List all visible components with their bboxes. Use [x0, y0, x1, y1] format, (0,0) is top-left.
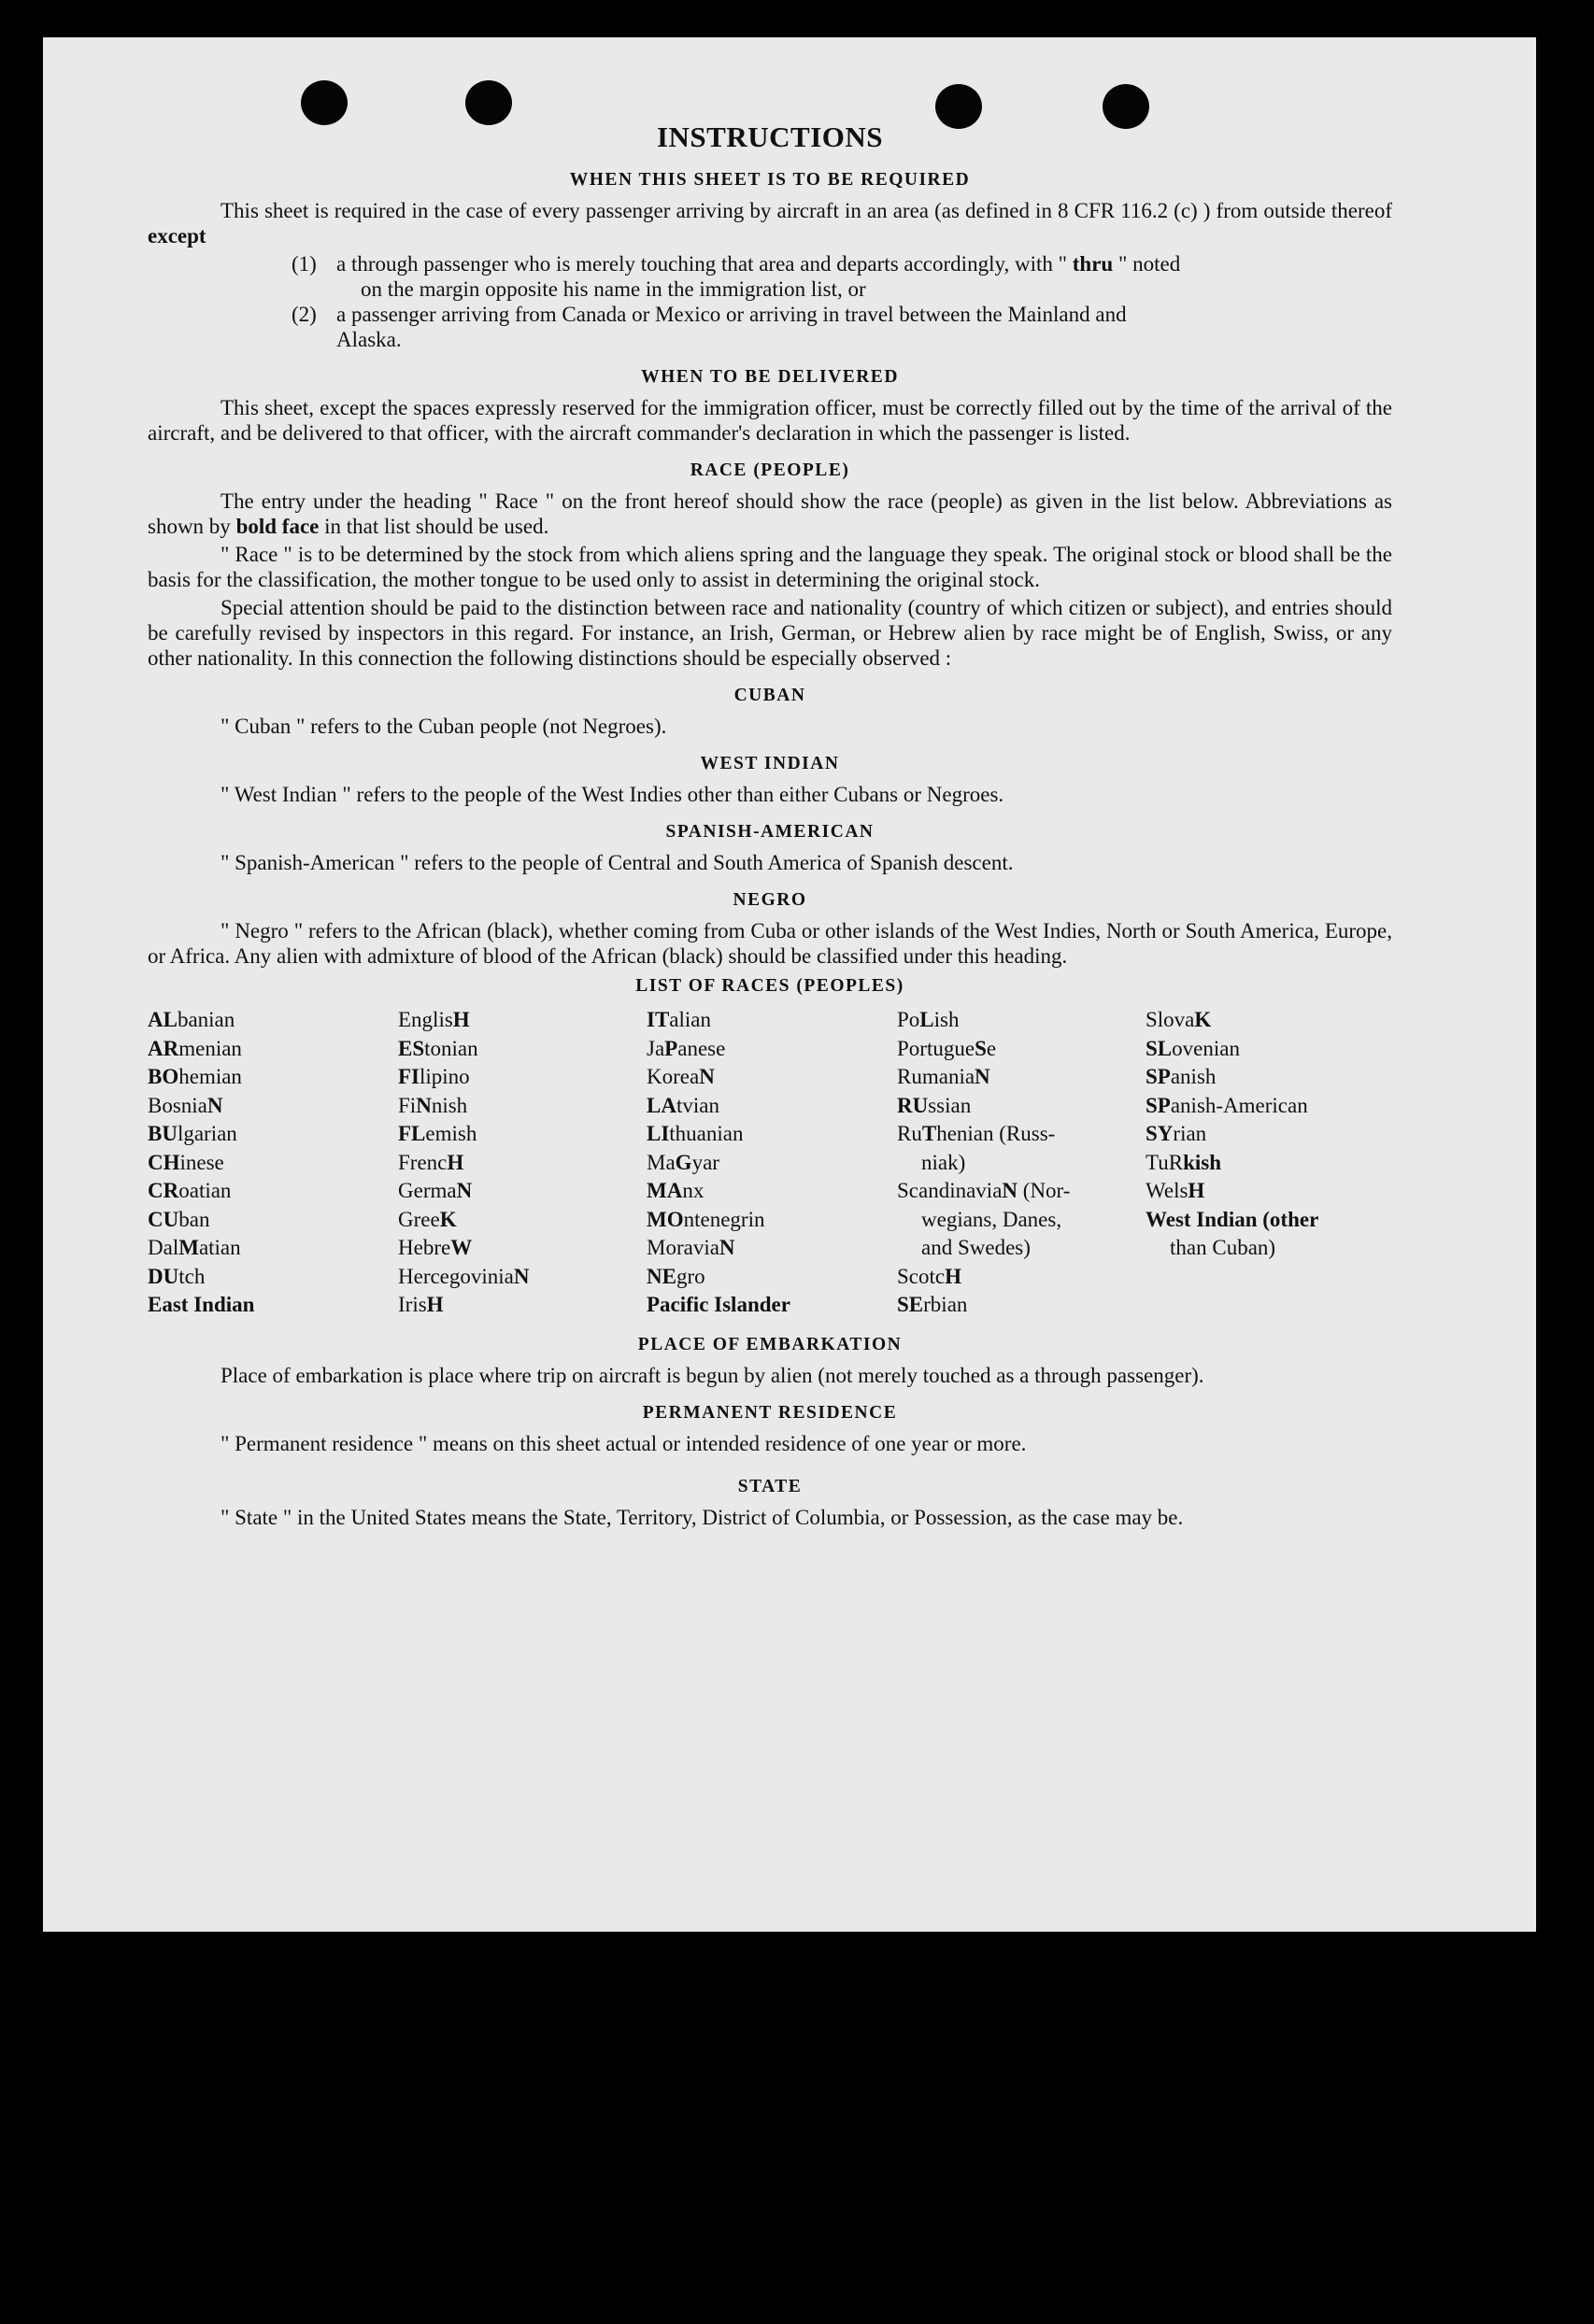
race-text: Ru — [897, 1122, 922, 1145]
section-heading: RACE (PEOPLE) — [690, 461, 850, 480]
section-heading: PERMANENT RESIDENCE — [642, 1402, 898, 1423]
race-text: tonian — [424, 1036, 478, 1060]
race-entry — [1146, 1063, 1392, 1092]
race-abbrev: SP — [1146, 1065, 1171, 1088]
text-run: This sheet is required in the case of every passenger arriving by aircraft in an area (as defined in 8 CFR 116.2 (c) ) from outside thereof — [221, 199, 1392, 222]
races-column — [1146, 1006, 1392, 1320]
page-title: INSTRUCTIONS — [656, 120, 883, 153]
race-entry — [1146, 1234, 1392, 1263]
race-entry — [647, 1206, 897, 1235]
race-abbrev: H — [452, 1008, 470, 1031]
race-entry — [897, 1035, 1146, 1064]
race-text: TuR — [1146, 1150, 1184, 1174]
race-abbrev: W — [450, 1236, 473, 1259]
bold-text: bold face — [235, 515, 320, 538]
bold-text: thru — [1072, 252, 1114, 276]
race-text: e — [986, 1036, 997, 1060]
race-abbrev: M — [178, 1236, 199, 1259]
text-run: " noted — [1113, 252, 1181, 276]
paragraph: " Race " is to be determined by the stock from which aliens spring and the language they speak. The original stock or blood shall be the basis for the classification, the mother tongue to be used only to assist in determining the original stock. — [148, 543, 1392, 591]
race-text: niak) — [921, 1150, 966, 1174]
race-text: Germa — [398, 1179, 457, 1202]
paragraph: Special attention should be paid to the distinction between race and nationality (country of which citizen or subject), and entries should be carefully revised by inspectors in this regard. For instance, an Irish, German, or Hebrew alien by race might be of English, Swiss, or any other nationality. In this connection the following distinctions should be especially observed : — [148, 596, 1392, 670]
race-abbrev: West Indian — [1146, 1207, 1258, 1231]
race-abbrev: (other — [1257, 1207, 1319, 1231]
punch-hole — [301, 80, 348, 125]
race-text: wegians, Danes, — [921, 1207, 1062, 1231]
race-abbrev: ES — [398, 1036, 425, 1060]
race-abbrev: CH — [148, 1150, 180, 1174]
section-heading: LIST OF RACES (PEOPLES) — [635, 976, 904, 996]
race-text: tvian — [676, 1093, 719, 1117]
race-text: Ma — [647, 1150, 676, 1174]
race-entry — [1146, 1092, 1392, 1121]
race-entry — [1146, 1120, 1392, 1149]
race-text: lipino — [420, 1065, 470, 1088]
race-abbrev: SP — [1146, 1093, 1171, 1117]
race-abbrev: East Indian — [148, 1293, 255, 1316]
race-entry — [1146, 1206, 1392, 1235]
race-abbrev: NE — [647, 1264, 676, 1288]
race-entry — [897, 1120, 1146, 1149]
race-entry — [897, 1291, 1146, 1320]
text-run: on the margin opposite his name in the immigration list, or — [361, 277, 866, 301]
paragraph — [148, 198, 1392, 248]
paragraph: Place of embarkation is place where trip on aircraft is begun by alien (not merely touched as a through passenger). — [221, 1363, 1204, 1387]
text-run: in that list should be used. — [319, 515, 549, 538]
race-abbrev: K — [1194, 1008, 1212, 1031]
race-abbrev: N — [699, 1065, 715, 1088]
paragraph: " Cuban " refers to the Cuban people (not Negroes). — [221, 715, 667, 738]
race-abbrev: MO — [647, 1207, 684, 1231]
race-entry — [897, 1063, 1146, 1092]
race-abbrev: BU — [148, 1122, 178, 1145]
paragraph: " Spanish-American " refers to the people of Central and South America of Spanish descent. — [221, 851, 1014, 874]
race-entry — [398, 1120, 647, 1149]
race-entry — [398, 1263, 647, 1292]
race-text: Hebre — [398, 1236, 451, 1259]
race-text: and Swedes) — [921, 1236, 1031, 1259]
race-abbrev: N — [719, 1236, 735, 1259]
punch-hole — [465, 80, 512, 125]
race-text: thuanian — [669, 1122, 744, 1145]
race-text: inese — [179, 1150, 224, 1174]
race-entry — [897, 1006, 1146, 1035]
list-item — [292, 251, 1392, 302]
race-text: lgarian — [177, 1122, 237, 1145]
race-text: atian — [198, 1236, 241, 1259]
race-entry — [647, 1006, 897, 1035]
race-text: than Cuban) — [1170, 1236, 1276, 1259]
race-abbrev: T — [921, 1122, 937, 1145]
race-entry — [647, 1234, 897, 1263]
race-abbrev: SE — [897, 1293, 924, 1316]
race-text: henian (Russ- — [936, 1122, 1056, 1145]
race-abbrev: G — [675, 1150, 692, 1174]
bold-text: except — [148, 224, 206, 248]
race-text: Englis — [398, 1008, 453, 1031]
race-abbrev: Pacific Islander — [647, 1293, 790, 1316]
races-column — [897, 1006, 1146, 1320]
race-entry — [647, 1291, 897, 1320]
race-abbrev: L — [919, 1008, 934, 1031]
race-abbrev: N — [206, 1093, 223, 1117]
section-heading: WHEN TO BE DELIVERED — [641, 367, 899, 387]
race-entry — [897, 1149, 1146, 1178]
race-entry — [647, 1263, 897, 1292]
paragraph: " West Indian " refers to the people of the West Indies other than either Cubans or Negroes. — [221, 783, 1004, 806]
race-abbrev: IT — [647, 1008, 670, 1031]
race-entry — [897, 1263, 1146, 1292]
race-text: Wels — [1146, 1179, 1188, 1202]
race-abbrev: FL — [398, 1122, 426, 1145]
race-entry — [398, 1063, 647, 1092]
instructions-content — [148, 120, 1392, 1533]
race-abbrev: H — [447, 1150, 464, 1174]
race-abbrev: AL — [148, 1008, 178, 1031]
list-item — [292, 302, 1392, 352]
race-abbrev: DU — [148, 1264, 179, 1288]
race-text: anese — [677, 1036, 726, 1060]
race-abbrev: MA — [647, 1179, 683, 1202]
race-entry — [148, 1063, 398, 1092]
race-entry — [398, 1092, 647, 1121]
race-text: ban — [178, 1207, 210, 1231]
race-text: Korea — [647, 1065, 700, 1088]
race-entry — [647, 1092, 897, 1121]
race-text: yar — [691, 1150, 719, 1174]
race-abbrev: BO — [148, 1065, 179, 1088]
race-entry — [148, 1092, 398, 1121]
race-abbrev: N — [1002, 1179, 1018, 1202]
race-entry — [897, 1092, 1146, 1121]
race-entry — [1146, 1006, 1392, 1035]
race-abbrev: S — [975, 1036, 987, 1060]
race-abbrev: SL — [1146, 1036, 1173, 1060]
race-text: Fi — [398, 1093, 417, 1117]
race-entry — [647, 1177, 897, 1206]
race-abbrev: LA — [647, 1093, 676, 1117]
race-entry — [647, 1120, 897, 1149]
race-abbrev: SY — [1146, 1122, 1174, 1145]
race-entry — [148, 1234, 398, 1263]
race-text: Hercegovinia — [398, 1264, 514, 1288]
race-text: Ja — [647, 1036, 665, 1060]
races-column — [647, 1006, 897, 1320]
race-entry — [148, 1206, 398, 1235]
race-abbrev: AR — [148, 1036, 179, 1060]
paragraph: This sheet, except the spaces expressly reserved for the immigration officer, must be correctly filled out by the time of the arrival of the aircraft, and be delivered to that officer, with the aircraft commander's declaration in which the passenger is listed. — [148, 396, 1392, 445]
section-heading: WEST INDIAN — [700, 754, 840, 773]
race-entry — [1146, 1149, 1392, 1178]
race-entry — [1146, 1177, 1392, 1206]
item-text — [336, 251, 1392, 302]
race-abbrev: RU — [897, 1093, 929, 1117]
section-heading: STATE — [737, 1476, 803, 1496]
race-text: Dal — [148, 1236, 179, 1259]
race-abbrev: LI — [647, 1122, 670, 1145]
text-run: a passenger arriving from Canada or Mexico or arriving in travel between the Mainland and — [336, 303, 1127, 326]
race-entry — [1146, 1035, 1392, 1064]
race-entry — [398, 1149, 647, 1178]
race-text: anish-American — [1170, 1093, 1308, 1117]
race-entry — [398, 1177, 647, 1206]
item-text — [336, 302, 1392, 352]
race-entry — [148, 1035, 398, 1064]
race-text: Slova — [1146, 1008, 1195, 1031]
race-entry — [398, 1234, 647, 1263]
race-text: Scandinavia — [897, 1179, 1003, 1202]
section-heading: CUBAN — [733, 686, 806, 705]
section-heading: WHEN THIS SHEET IS TO BE REQUIRED — [569, 170, 971, 190]
race-text: Po — [897, 1008, 920, 1031]
race-text: ish — [933, 1008, 960, 1031]
races-list — [148, 1006, 1392, 1320]
race-entry — [148, 1120, 398, 1149]
race-entry — [897, 1206, 1146, 1235]
text-run: Alaska. — [336, 328, 402, 351]
race-abbrev: H — [945, 1264, 961, 1288]
race-entry — [148, 1177, 398, 1206]
race-entry — [647, 1035, 897, 1064]
race-text: (Nor- — [1018, 1179, 1071, 1202]
race-text: menian — [178, 1036, 242, 1060]
race-abbrev: kish — [1183, 1150, 1222, 1174]
race-text: rbian — [923, 1293, 968, 1316]
race-text: nx — [682, 1179, 704, 1202]
race-abbrev: P — [664, 1036, 678, 1060]
race-abbrev: CR — [148, 1179, 179, 1202]
section-heading: NEGRO — [733, 890, 807, 910]
race-text: ssian — [928, 1093, 972, 1117]
text-run: a through passenger who is merely touching that area and departs accordingly, with " — [336, 252, 1073, 276]
item-number: (2) — [292, 303, 317, 326]
race-entry — [398, 1035, 647, 1064]
race-entry — [148, 1006, 398, 1035]
race-text: rian — [1173, 1122, 1207, 1145]
item-number: (1) — [292, 252, 317, 276]
race-entry — [398, 1206, 647, 1235]
race-entry — [897, 1177, 1146, 1206]
race-abbrev: N — [456, 1179, 473, 1202]
race-text: banian — [177, 1008, 235, 1031]
race-abbrev: H — [426, 1293, 444, 1316]
race-text: ntenegrin — [683, 1207, 765, 1231]
race-abbrev: N — [416, 1093, 432, 1117]
race-text: nish — [431, 1093, 468, 1117]
race-text: Portugue — [897, 1036, 975, 1060]
race-entry — [148, 1263, 398, 1292]
race-entry — [148, 1291, 398, 1320]
races-column — [148, 1006, 398, 1320]
race-abbrev: H — [1188, 1179, 1205, 1202]
race-abbrev: N — [513, 1264, 530, 1288]
race-entry — [647, 1063, 897, 1092]
race-entry — [398, 1291, 647, 1320]
race-text: Gree — [398, 1207, 440, 1231]
paragraph: " Negro " refers to the African (black), whether coming from Cuba or other islands of the West Indies, North or South America, Europe, or Africa. Any alien with admixture of blood of the African (black) should be classified under this heading. — [148, 919, 1392, 968]
text-run: The entry under the heading " Race " on the front hereof should show the race (people) as given in the list below. Abbreviations as shown by — [148, 489, 1392, 538]
race-text: ovenian — [1172, 1036, 1240, 1060]
race-text: Rumania — [897, 1065, 975, 1088]
race-text: hemian — [178, 1065, 242, 1088]
race-text: Iris — [398, 1293, 427, 1316]
race-text: Moravia — [647, 1236, 719, 1259]
section-heading: PLACE OF EMBARKATION — [637, 1334, 903, 1354]
race-abbrev: K — [439, 1207, 457, 1231]
race-entry — [398, 1006, 647, 1035]
race-text: emish — [425, 1122, 477, 1145]
race-text: alian — [669, 1008, 711, 1031]
race-abbrev: FI — [398, 1065, 420, 1088]
races-column — [398, 1006, 647, 1320]
race-text: Frenc — [398, 1150, 448, 1174]
paragraph — [148, 489, 1392, 539]
paragraph: " Permanent residence " means on this sheet actual or intended residence of one year or more. — [221, 1431, 1027, 1455]
paragraph: " State " in the United States means the State, Territory, District of Columbia, or Possession, as the case may be. — [221, 1505, 1184, 1529]
race-abbrev: CU — [148, 1207, 179, 1231]
race-entry — [647, 1149, 897, 1178]
race-text: tch — [178, 1264, 206, 1288]
race-entry — [897, 1234, 1146, 1263]
race-abbrev: N — [975, 1065, 990, 1088]
race-text: anish — [1170, 1065, 1217, 1088]
race-text: gro — [676, 1264, 705, 1288]
race-entry — [148, 1149, 398, 1178]
race-text: oatian — [178, 1179, 232, 1202]
section-heading: SPANISH-AMERICAN — [665, 822, 875, 842]
race-text: Bosnia — [148, 1093, 207, 1117]
race-text: Scotc — [897, 1264, 946, 1288]
